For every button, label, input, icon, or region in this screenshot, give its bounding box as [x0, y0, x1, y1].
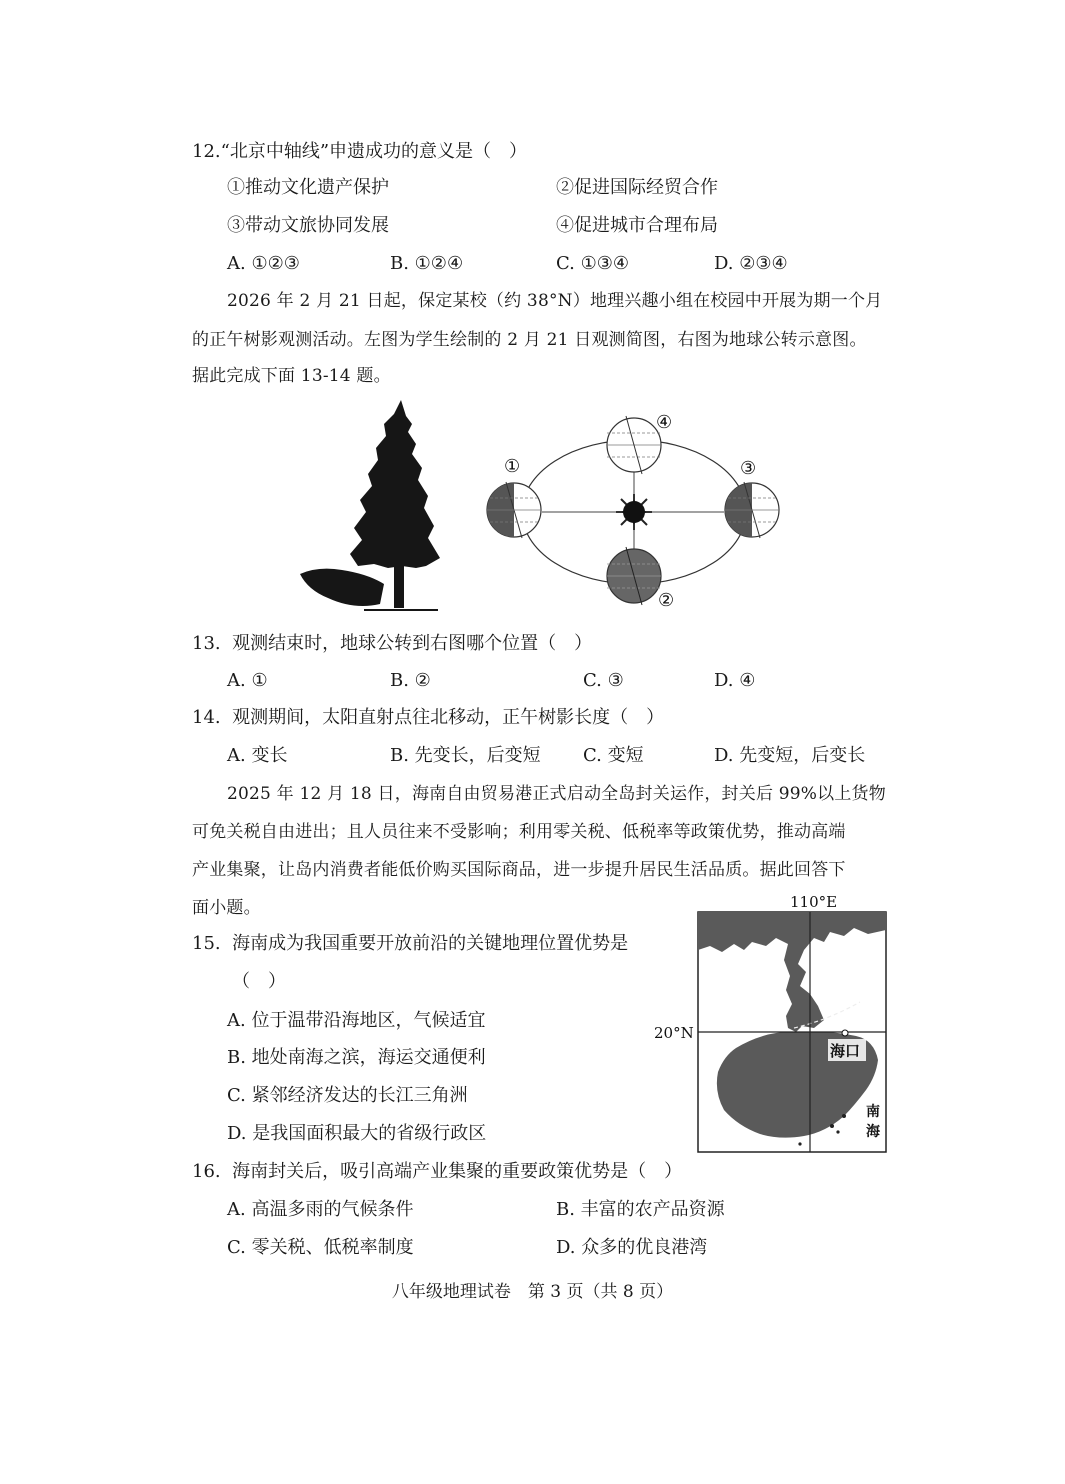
q16-option-b: B. 丰富的农产品资源 — [556, 1199, 725, 1220]
islet — [798, 1142, 801, 1145]
para1-line-1: 2026 年 2 月 21 日起，保定某校（约 38°N）地理兴趣小组在校园中开展为期一个月 — [227, 291, 883, 311]
q15-option-b: B. 地处南海之滨，海运交通便利 — [227, 1047, 486, 1068]
earth-position-4 — [607, 416, 661, 474]
orbit-label-2: ② — [658, 590, 675, 611]
islet — [836, 1130, 839, 1133]
para2-line-1: 2025 年 12 月 18 日，海南自由贸易港正式启动全岛封关运作，封关后 99%以上货物 — [227, 784, 886, 804]
q13-option-a: A. ① — [227, 670, 268, 691]
islet — [842, 1114, 846, 1118]
q15-option-d: D. 是我国面积最大的省级行政区 — [227, 1123, 487, 1144]
q16-option-d: D. 众多的优良港湾 — [556, 1237, 708, 1258]
q14-option-d: D. 先变短，后变长 — [714, 745, 866, 766]
earth-position-1 — [487, 482, 541, 538]
sun — [623, 501, 645, 523]
map-longitude-label: 110°E — [790, 893, 838, 911]
islet — [830, 1124, 834, 1128]
orbit-label-1: ① — [504, 456, 521, 477]
q12-item-2: ②促进国际经贸合作 — [556, 177, 718, 198]
para1-line-3: 据此完成下面 13-14 题。 — [192, 366, 391, 386]
q14-option-c: C. 变短 — [583, 745, 644, 766]
q16-option-c: C. 零关税、低税率制度 — [227, 1237, 414, 1258]
q13-option-d: D. ④ — [714, 670, 756, 691]
q15-bracket: （ ） — [232, 971, 286, 992]
earth-position-2 — [607, 547, 661, 605]
q16-option-a: A. 高温多雨的气候条件 — [227, 1199, 414, 1220]
haikou-label: 海口 — [830, 1042, 861, 1060]
page-footer: 八年级地理试卷 第 3 页（共 8 页） — [391, 1282, 674, 1302]
q13-stem: 13. 观测结束时，地球公转到右图哪个位置（ ） — [192, 633, 593, 654]
q15-option-a: A. 位于温带沿海地区，气候适宜 — [227, 1010, 486, 1031]
para2-line-4: 面小题。 — [192, 898, 261, 918]
tree-crown — [350, 400, 440, 568]
q14-option-a: A. 变长 — [227, 745, 288, 766]
hainan-map — [648, 890, 894, 1154]
q12-stem: 12.“北京中轴线”申遗成功的意义是（ ） — [192, 141, 528, 162]
latitude-label: 20°N — [654, 1024, 694, 1042]
para1-line-2: 的正午树影观测活动。左图为学生绘制的 2 月 21 日观测简图，右图为地球公转示意图。 — [192, 330, 867, 350]
q12-item-3: ③带动文旅协同发展 — [227, 215, 389, 236]
earth-orbit-diagram — [484, 412, 794, 614]
q13-option-b: B. ② — [390, 670, 431, 691]
haikou-marker — [842, 1030, 848, 1036]
q12-option-b: B. ①②④ — [390, 253, 464, 274]
q12-item-4: ④促进城市合理布局 — [556, 215, 718, 236]
q12-option-c: C. ①③④ — [556, 253, 629, 274]
para2-line-3: 产业集聚，让岛内消费者能低价购买国际商品，进一步提升居民生活品质。据此回答下 — [192, 860, 846, 880]
q16-stem: 16. 海南封关后，吸引高端产业集聚的重要政策优势是（ ） — [192, 1161, 683, 1182]
q12-option-a: A. ①②③ — [227, 253, 300, 274]
para2-line-2: 可免关税自由进出；且人员往来不受影响；利用零关税、低税率等政策优势，推动高端 — [192, 822, 846, 842]
orbit-label-3: ③ — [740, 458, 757, 479]
tree-trunk — [394, 558, 404, 608]
orbit-label-4: ④ — [656, 412, 673, 433]
q13-option-c: C. ③ — [583, 670, 624, 691]
q15-option-c: C. 紧邻经济发达的长江三角洲 — [227, 1085, 468, 1106]
earth-position-3 — [725, 482, 779, 538]
q14-stem: 14. 观测期间，太阳直射点往北移动，正午树影长度（ ） — [192, 707, 665, 728]
south-sea-label-1: 南 — [866, 1104, 880, 1120]
q12-option-d: D. ②③④ — [714, 253, 788, 274]
q12-item-1: ①推动文化遗产保护 — [227, 177, 389, 198]
q15-stem: 15. 海南成为我国重要开放前沿的关键地理位置优势是 — [192, 933, 629, 954]
tree-shadow-figure — [298, 398, 448, 616]
q14-option-b: B. 先变长，后变短 — [390, 745, 541, 766]
south-sea-label-2: 海 — [866, 1124, 880, 1140]
tree-shadow — [300, 569, 384, 606]
